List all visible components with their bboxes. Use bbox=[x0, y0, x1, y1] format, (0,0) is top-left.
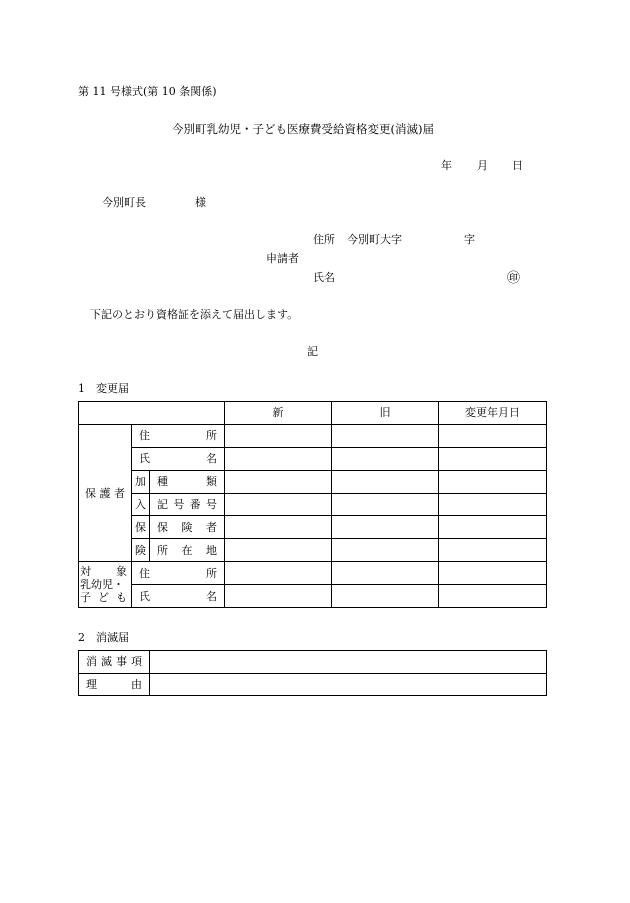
target-char: 象 bbox=[116, 565, 127, 579]
location-date[interactable] bbox=[439, 539, 547, 562]
insurance-type-label bbox=[150, 470, 225, 493]
table-header-row bbox=[79, 402, 547, 425]
header-old: 旧 bbox=[332, 402, 439, 425]
target-name-label bbox=[132, 585, 225, 608]
label-char: 者 bbox=[206, 520, 217, 534]
target-address-new[interactable] bbox=[225, 562, 332, 585]
form-title: 今別町乳幼児・子ども医療費受給資格変更(消滅)届 bbox=[172, 122, 434, 136]
label-char: 名 bbox=[206, 452, 218, 466]
date-day: 日 bbox=[512, 159, 523, 172]
guardian-char: 護 bbox=[99, 486, 111, 500]
table-row bbox=[79, 585, 547, 608]
target-name-old[interactable] bbox=[332, 585, 439, 608]
table-row bbox=[79, 470, 547, 493]
guardian-address-new[interactable] bbox=[225, 424, 332, 447]
guardian-address-label bbox=[132, 424, 225, 447]
label-char: 名 bbox=[206, 589, 218, 603]
label-char: 所 bbox=[206, 429, 218, 443]
cancel-table bbox=[78, 650, 547, 696]
label-char: 滅 bbox=[101, 655, 112, 669]
addressee-honorific: 様 bbox=[195, 196, 206, 209]
label-char: 険 bbox=[181, 520, 193, 534]
insurance-char: 険 bbox=[132, 539, 150, 562]
target-name-date[interactable] bbox=[439, 585, 547, 608]
section-cancel-title: 2 消滅届 bbox=[78, 631, 129, 644]
target-char: ど bbox=[98, 591, 109, 605]
target-name-new[interactable] bbox=[225, 585, 332, 608]
label-char: 所 bbox=[206, 566, 218, 580]
header-new: 新 bbox=[225, 402, 332, 425]
cancel-reason-label bbox=[79, 673, 150, 696]
label-char: 住 bbox=[139, 429, 150, 443]
insurance-type-new[interactable] bbox=[225, 470, 332, 493]
label-char: 氏 bbox=[139, 452, 150, 466]
address-value: 今別町大字 bbox=[347, 233, 402, 246]
label-char: 住 bbox=[139, 566, 150, 580]
label-char: 消 bbox=[86, 655, 97, 669]
symbol-number-new[interactable] bbox=[225, 493, 332, 516]
location-label bbox=[150, 539, 225, 562]
table-row bbox=[79, 516, 547, 539]
target-address-old[interactable] bbox=[332, 562, 439, 585]
statement: 下記のとおり資格証を添えて届出します。 bbox=[90, 308, 299, 321]
location-new[interactable] bbox=[225, 539, 332, 562]
location-old[interactable] bbox=[332, 539, 439, 562]
label-char: 氏 bbox=[139, 589, 150, 603]
guardian-name-label bbox=[132, 447, 225, 470]
guardian-name-old[interactable] bbox=[332, 447, 439, 470]
name-label: 氏名 bbox=[313, 271, 335, 284]
label-char: 番 bbox=[189, 498, 201, 511]
label-char: 記 bbox=[157, 498, 168, 511]
insurer-new[interactable] bbox=[225, 516, 332, 539]
insurance-type-old[interactable] bbox=[332, 470, 439, 493]
guardian-address-old[interactable] bbox=[332, 424, 439, 447]
date-year: 年 bbox=[441, 159, 452, 172]
label-char: 理 bbox=[86, 677, 97, 691]
label-char: 項 bbox=[131, 655, 142, 669]
guardian-char: 者 bbox=[114, 486, 125, 500]
target-char: も bbox=[116, 591, 127, 605]
target-child-label-cell bbox=[79, 562, 132, 608]
section-change-title: 1 変更届 bbox=[78, 382, 129, 395]
header-blank bbox=[79, 402, 225, 425]
label-char: 地 bbox=[206, 543, 217, 557]
address-label: 住所 bbox=[313, 233, 335, 246]
target-address-date[interactable] bbox=[439, 562, 547, 585]
addressee-name: 今別町長 bbox=[102, 196, 146, 209]
seal-mark: ㊞ bbox=[507, 271, 521, 286]
insurance-char: 加 bbox=[132, 470, 150, 493]
address-aza: 字 bbox=[464, 233, 475, 246]
table-row bbox=[79, 651, 547, 674]
cancel-item-label bbox=[79, 651, 150, 674]
guardian-char: 保 bbox=[85, 486, 96, 500]
date-month: 月 bbox=[477, 159, 488, 172]
label-char: 在 bbox=[181, 543, 193, 557]
guardian-name-date[interactable] bbox=[439, 447, 547, 470]
ki-heading: 記 bbox=[307, 345, 318, 358]
applicant-label: 申請者 bbox=[266, 252, 299, 265]
insurer-old[interactable] bbox=[332, 516, 439, 539]
change-table bbox=[78, 401, 547, 608]
symbol-number-date[interactable] bbox=[439, 493, 547, 516]
symbol-number-old[interactable] bbox=[332, 493, 439, 516]
label-char: 由 bbox=[131, 677, 142, 691]
table-row bbox=[79, 673, 547, 696]
label-char: 所 bbox=[157, 543, 168, 557]
target-address-label bbox=[132, 562, 225, 585]
insurer-date[interactable] bbox=[439, 516, 547, 539]
table-row bbox=[79, 493, 547, 516]
label-char: 事 bbox=[116, 655, 127, 669]
guardian-address-date[interactable] bbox=[439, 424, 547, 447]
insurance-char: 入 bbox=[132, 493, 150, 516]
insurance-char: 保 bbox=[132, 516, 150, 539]
guardian-name-new[interactable] bbox=[225, 447, 332, 470]
table-row bbox=[79, 447, 547, 470]
form-number: 第 11 号様式(第 10 条関係) bbox=[78, 85, 217, 98]
cancel-reason-value[interactable] bbox=[150, 673, 547, 696]
table-row bbox=[79, 539, 547, 562]
symbol-number-label bbox=[150, 493, 225, 516]
label-char: 号 bbox=[173, 498, 185, 511]
target-line: 乳幼児・ bbox=[80, 578, 124, 592]
insurance-type-date[interactable] bbox=[439, 470, 547, 493]
guardian-label-cell bbox=[79, 424, 132, 561]
table-row bbox=[79, 562, 547, 585]
label-char: 保 bbox=[157, 520, 168, 534]
label-char: 類 bbox=[206, 475, 218, 489]
label-char: 種 bbox=[157, 475, 168, 489]
insurer-label bbox=[150, 516, 225, 539]
header-change-date: 変更年月日 bbox=[439, 402, 547, 425]
target-char: 対 bbox=[80, 565, 91, 579]
label-char: 号 bbox=[205, 498, 217, 511]
table-row bbox=[79, 424, 547, 447]
cancel-item-value[interactable] bbox=[150, 651, 547, 674]
target-char: 子 bbox=[80, 591, 91, 605]
